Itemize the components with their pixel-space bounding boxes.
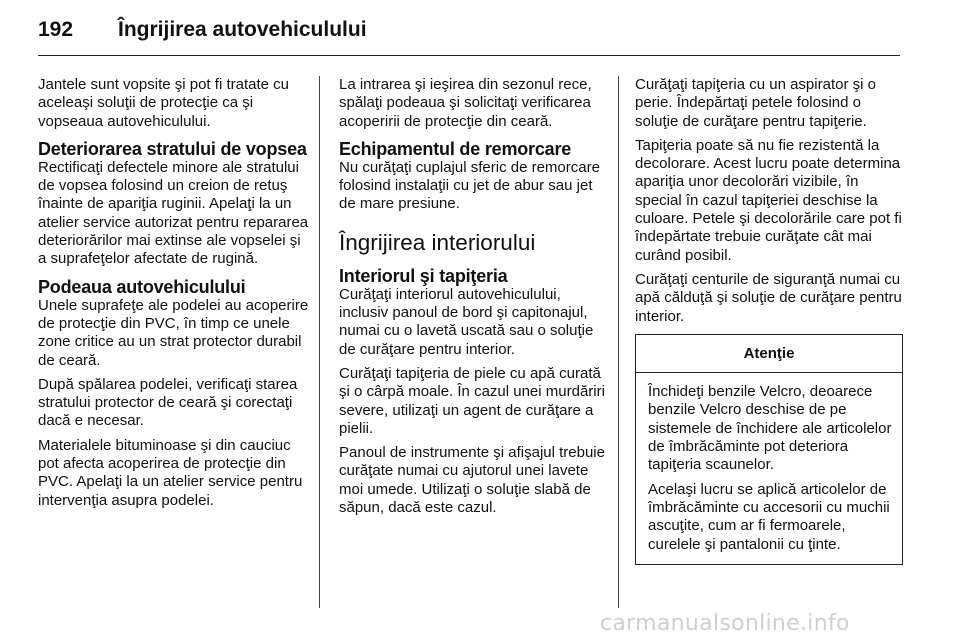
paragraph: Curăţaţi interiorul autovehiculului, inclusiv panoul de bord şi capitonajul, numai cu o lavetă uscată sau o soluţie de curăţare pentru interior. xyxy=(339,285,594,358)
warning-body xyxy=(636,373,902,564)
paragraph: Închideţi benzile Velcro, deoarece benzile Velcro deschise de pe sistemele de închidere ale articolelor de îmbrăcăminte pot deteriora tapiţeria scaunelor. xyxy=(648,383,892,474)
paragraph: Curăţaţi tapiţeria de piele cu apă curată şi o cârpă moale. În cazul unei murdăriri severe, utilizaţi un agent de curăţare a pielii. xyxy=(339,364,605,437)
page-number: 192 xyxy=(38,18,74,41)
warning-box xyxy=(635,334,903,565)
column-divider xyxy=(618,76,619,608)
paragraph: Curăţaţi centurile de siguranţă numai cu apă călduţă şi soluţie de curăţare pentru interior. xyxy=(635,270,902,325)
watermark: carmanualsonline.info xyxy=(600,611,850,636)
paragraph: Panoul de instrumente şi afişajul trebuie curăţate numai cu ajutorul unei lavete moi umede. Utilizaţi o soluţie slabă de săpun, dacă este cazul. xyxy=(339,444,605,517)
section-heading-paint: Deteriorarea stratului de vopsea xyxy=(38,138,307,159)
paragraph: Jantele sunt vopsite şi pot fi tratate cu aceleaşi soluţii de protecţie ca şi vopseaua autovehiculului. xyxy=(38,76,289,130)
paragraph: Acelaşi lucru se aplică articolelor de îmbrăcăminte cu accesorii cu muchii ascuţite, cum ar fi fermoarele, curelele şi pantalonii cu ţinte. xyxy=(648,480,890,553)
paragraph: Curăţaţi tapiţeria cu un aspirator şi o perie. Îndepărtaţi petele folosind o soluţie de curăţare pentru tapiţerie. xyxy=(635,76,876,130)
paragraph: Tapiţeria poate să nu fie rezistentă la decolorare. Acest lucru poate determina apariţia unor decolorări vizibile, în special în cazul tapiţeriei deschise la culoare. Petele şi decolorările care pot fi îndepărtate trebuie curăţate cât mai curând posibil. xyxy=(635,136,902,264)
section-heading-upholstery: Interiorul şi tapiţeria xyxy=(339,265,508,286)
section-heading-towing: Echipamentul de remorcare xyxy=(339,138,572,159)
paragraph: Unele suprafeţe ale podelei au acoperire de protecţie din PVC, în timp ce unele zone critice au un strat protector durabil de ceară. xyxy=(38,296,309,369)
column-1 xyxy=(38,76,310,516)
column-divider xyxy=(319,76,320,608)
paragraph: După spălarea podelei, verificaţi starea stratului protector de ceară şi corectaţi dacă e necesar. xyxy=(38,375,298,430)
column-3 xyxy=(635,76,903,565)
column-2 xyxy=(339,76,611,523)
warning-title: Atenţie xyxy=(636,335,902,373)
section-heading-floor: Podeaua autovehiculului xyxy=(38,276,246,297)
running-title: Îngrijirea autovehiculului xyxy=(118,18,367,41)
chapter-heading-interior: Îngrijirea interiorului xyxy=(339,229,536,255)
paragraph: Nu curăţaţi cuplajul sferic de remorcare folosind instalaţii cu jet de abur sau jet de mare presiune. xyxy=(339,158,600,213)
page-header xyxy=(38,16,900,56)
paragraph: La intrarea şi ieşirea din sezonul rece, spălaţi podeaua şi solicitaţi verificarea acoperirii de protecţie din ceară. xyxy=(339,76,592,130)
paragraph: Rectificaţi defectele minore ale stratului de vopsea folosind un creion de retuş înainte de apariţia ruginii. Apelaţi la un atelier service autorizat pentru repararea deteriorărilor mai extinse ale vopselei şi a suprafeţelor afectate de rugină. xyxy=(38,158,309,268)
paragraph: Materialele bituminoase şi din cauciuc pot afecta acoperirea de protecţie din PVC. Apelaţi la un atelier service pentru intervenţia asupra podelei. xyxy=(38,436,303,509)
